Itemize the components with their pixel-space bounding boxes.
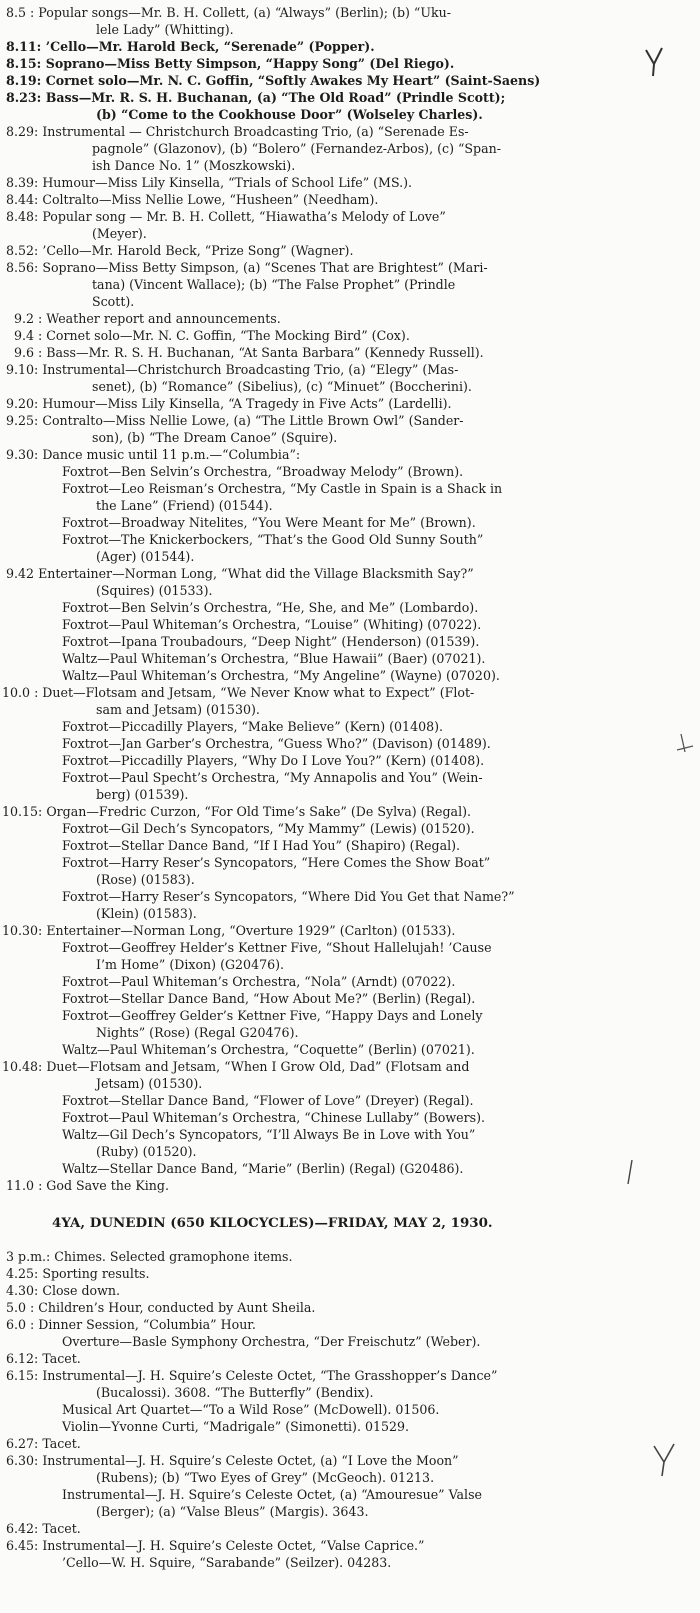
program-text: Tacet.	[42, 1436, 81, 1451]
time-label: 10.15:	[2, 804, 43, 819]
program-text: ish Dance No. 1” (Moszkowski).	[92, 158, 296, 173]
listing-line	[0, 242, 700, 259]
program-text: Close down.	[42, 1283, 121, 1298]
listing-line	[0, 1316, 700, 1333]
time-label: 6.12:	[6, 1351, 39, 1366]
listing-line	[0, 837, 700, 854]
listing-line	[0, 973, 700, 990]
program-text: pagnole” (Glazonov), (b) “Bolero” (Fernandez-Arbos), (c) “Span-	[92, 141, 501, 156]
program-text: (Ruby) (01520).	[96, 1144, 197, 1159]
margin-mark	[620, 1158, 640, 1192]
time-label: 9.30:	[6, 447, 39, 462]
listing-line	[0, 38, 700, 55]
program-text: Entertainer—Norman Long, “Overture 1929” (Carlton) (01533).	[46, 923, 456, 938]
time-label: 8.44:	[6, 192, 39, 207]
time-label: 4.25:	[6, 1266, 39, 1281]
time-label: 4.30:	[6, 1283, 39, 1298]
listing-line	[0, 514, 700, 531]
listing-line	[0, 1435, 700, 1452]
time-label: 8.52:	[6, 243, 39, 258]
listing-line	[0, 361, 700, 378]
program-text: Waltz—Paul Whiteman’s Orchestra, “Blue Hawaii” (Baer) (07021).	[62, 651, 486, 666]
program-text: senet), (b) “Romance” (Sibelius), (c) “Minuet” (Boccherini).	[92, 379, 472, 394]
program-text: : Cornet solo—Mr. N. C. Goffin, “The Mocking Bird” (Cox).	[38, 328, 410, 343]
listing-line	[0, 633, 700, 650]
time-label: 6.42:	[6, 1521, 39, 1536]
program-text: Duet—Flotsam and Jetsam, “When I Grow Old, Dad” (Flotsam and	[46, 1059, 470, 1074]
time-label: 3 p.m.:	[6, 1249, 51, 1264]
time-label: 6.30:	[6, 1453, 39, 1468]
program-text: Waltz—Gil Dech’s Syncopators, “I’ll Always Be in Love with You”	[62, 1127, 476, 1142]
program-text: Foxtrot—Paul Specht’s Orchestra, “My Annapolis and You” (Wein-	[62, 770, 483, 785]
listing-line	[0, 1177, 700, 1194]
program-text: lele Lady” (Whitting).	[96, 22, 234, 37]
program-text: Instrumental—Christchurch Broadcasting Trio, (a) “Elegy” (Mas-	[42, 362, 459, 377]
program-text: (Bucalossi). 3608. “The Butterfly” (Bendix).	[96, 1385, 374, 1400]
program-text: ’Cello—Mr. Harold Beck, “Serenade” (Popper).	[45, 39, 375, 54]
program-text: Instrumental—J. H. Squire’s Celeste Octet, “Valse Caprice.”	[42, 1538, 425, 1553]
listing-line	[0, 1126, 700, 1143]
time-label: 8.56:	[6, 260, 39, 275]
listing-line	[0, 803, 700, 820]
listing-line	[0, 956, 700, 973]
time-label: 8.15:	[6, 56, 42, 71]
listing-line	[0, 1503, 700, 1520]
tick-mark-icon	[646, 48, 662, 76]
program-text: Foxtrot—Piccadilly Players, “Why Do I Love You?” (Kern) (01408).	[62, 753, 485, 768]
listing-line	[0, 1418, 700, 1435]
program-text: Foxtrot—Ben Selvin’s Orchestra, “Broadway Melody” (Brown).	[62, 464, 464, 479]
program-text: Waltz—Paul Whiteman’s Orchestra, “My Angeline” (Wayne) (07020).	[62, 668, 500, 683]
program-text: Humour—Miss Lily Kinsella, “Trials of School Life” (MS.).	[42, 175, 413, 190]
listing-line	[0, 446, 700, 463]
listing-line	[0, 1041, 700, 1058]
listing-line	[0, 1350, 700, 1367]
listing-line	[0, 701, 700, 718]
listing-line	[0, 667, 700, 684]
listing-line	[0, 1367, 700, 1384]
listing-line	[0, 650, 700, 667]
time-label: 8.48:	[6, 209, 39, 224]
program-text: Foxtrot—Paul Whiteman’s Orchestra, “Nola” (Arndt) (07022).	[62, 974, 456, 989]
listing-line	[0, 990, 700, 1007]
listing-line	[0, 1024, 700, 1041]
listing-line	[0, 72, 700, 89]
program-text: Soprano—Miss Betty Simpson, (a) “Scenes That are Brightest” (Mari-	[42, 260, 488, 275]
listing-line	[0, 735, 700, 752]
program-text: ’Cello—W. H. Squire, “Sarabande” (Seilzer). 04283.	[62, 1555, 392, 1570]
time-label: 9.42	[6, 566, 35, 581]
program-text: Foxtrot—Stellar Dance Band, “Flower of Love” (Dreyer) (Regal).	[62, 1093, 474, 1108]
time-label: 10.0	[2, 685, 31, 700]
time-label: 5.0	[6, 1300, 27, 1315]
time-label: 6.15:	[6, 1368, 39, 1383]
listing-line	[0, 1265, 700, 1282]
listing-line	[0, 1469, 700, 1486]
program-text: I’m Home” (Dixon) (G20476).	[96, 957, 285, 972]
program-text: (Rose) (01583).	[96, 872, 195, 887]
listing-line	[0, 293, 700, 310]
program-text: : Weather report and announcements.	[38, 311, 281, 326]
program-text: Foxtrot—Piccadilly Players, “Make Believe” (Kern) (01408).	[62, 719, 444, 734]
listing-line	[0, 310, 700, 327]
program-text: Foxtrot—Geoffrey Gelder’s Kettner Five, “Happy Days and Lonely	[62, 1008, 483, 1023]
listing-line	[0, 140, 700, 157]
pencil-mark-icon	[677, 734, 693, 752]
program-text: son), (b) “The Dream Canoe” (Squire).	[92, 430, 338, 445]
program-text: (Rubens); (b) “Two Eyes of Grey” (McGeoch). 01213.	[96, 1470, 435, 1485]
listing-line	[0, 497, 700, 514]
listing-line	[0, 1282, 700, 1299]
program-text: : Duet—Flotsam and Jetsam, “We Never Know what to Expect” (Flot-	[34, 685, 475, 700]
program-text: berg) (01539).	[96, 787, 189, 802]
listing-line	[0, 939, 700, 956]
listing-line	[0, 55, 700, 72]
listing-line	[0, 1333, 700, 1350]
listing-line	[0, 922, 700, 939]
program-text: Soprano—Miss Betty Simpson, “Happy Song” (Del Riego).	[45, 56, 455, 71]
program-text: Overture—Basle Symphony Orchestra, “Der Freischutz” (Weber).	[62, 1334, 481, 1349]
listing-line	[0, 480, 700, 497]
program-text: Chimes. Selected gramophone items.	[54, 1249, 293, 1264]
listing-line	[0, 344, 700, 361]
listing-line	[0, 1554, 700, 1571]
listing-line	[0, 191, 700, 208]
program-text: Foxtrot—Broadway Nitelites, “You Were Meant for Me” (Brown).	[62, 515, 476, 530]
listing-line	[0, 565, 700, 582]
listing-line	[0, 888, 700, 905]
program-text: Foxtrot—Ben Selvin’s Orchestra, “He, She, and Me” (Lombardo).	[62, 600, 479, 615]
program-text: Tacet.	[42, 1521, 81, 1536]
margin-mark	[675, 730, 697, 770]
listing-line	[0, 123, 700, 140]
tick-mark-icon	[654, 1444, 674, 1476]
program-text: (Squires) (01533).	[96, 583, 213, 598]
margin-mark	[640, 40, 670, 80]
listing-line	[0, 276, 700, 293]
time-label: 9.25:	[6, 413, 39, 428]
listing-line	[0, 259, 700, 276]
program-text: sam and Jetsam) (01530).	[96, 702, 260, 717]
listing-line	[0, 1007, 700, 1024]
program-text: tana) (Vincent Wallace); (b) “The False Prophet” (Prindle	[92, 277, 456, 292]
station-heading: 4YA, DUNEDIN (650 KILOCYCLES)—FRIDAY, MAY 2, 1930.	[52, 1215, 493, 1231]
program-text: Instrumental — Christchurch Broadcasting Trio, (a) “Serenade Es-	[42, 124, 469, 139]
time-label: 8.29:	[6, 124, 39, 139]
program-text: (Klein) (01583).	[96, 906, 197, 921]
program-text: (b) “Come to the Cookhouse Door” (Wolseley Charles).	[96, 107, 483, 122]
listing-line	[0, 1075, 700, 1092]
program-text: Contralto—Miss Nellie Lowe, (a) “The Little Brown Owl” (Sander-	[42, 413, 464, 428]
listing-line	[0, 21, 700, 38]
time-label: 9.10:	[6, 362, 39, 377]
program-text: Organ—Fredric Curzon, “For Old Time’s Sake” (De Sylva) (Regal).	[46, 804, 472, 819]
listing-line	[0, 752, 700, 769]
program-text: Violin—Yvonne Curti, “Madrigale” (Simonetti). 01529.	[62, 1419, 410, 1434]
listing-line	[0, 225, 700, 242]
listing-line	[0, 174, 700, 191]
listing-line	[0, 769, 700, 786]
listing-line	[0, 718, 700, 735]
time-label: 9.4	[14, 328, 35, 343]
program-text: Coltralto—Miss Nellie Lowe, “Husheen” (Needham).	[42, 192, 379, 207]
program-text: Waltz—Stellar Dance Band, “Marie” (Berlin) (Regal) (G20486).	[62, 1161, 464, 1176]
listing-line	[0, 548, 700, 565]
time-label: 6.27:	[6, 1436, 39, 1451]
time-label: 6.45:	[6, 1538, 39, 1553]
time-label: 11.0	[6, 1178, 35, 1193]
program-text: Jetsam) (01530).	[96, 1076, 203, 1091]
program-text: Foxtrot—Gil Dech’s Syncopators, “My Mammy” (Lewis) (01520).	[62, 821, 475, 836]
listing-line	[0, 4, 700, 21]
program-text: Foxtrot—Jan Garber’s Orchestra, “Guess Who?” (Davison) (01489).	[62, 736, 491, 751]
pencil-mark-icon	[628, 1160, 632, 1184]
program-text: Instrumental—J. H. Squire’s Celeste Octet, (a) “Amouresue” Valse	[62, 1487, 482, 1502]
listing-line	[0, 786, 700, 803]
listing-line	[0, 412, 700, 429]
time-label: 10.48:	[2, 1059, 43, 1074]
program-text: (Ager) (01544).	[96, 549, 195, 564]
listing-line	[0, 1452, 700, 1469]
program-text: Foxtrot—Geoffrey Helder’s Kettner Five, “Shout Hallelujah! ’Cause	[62, 940, 492, 955]
listing-line	[0, 89, 700, 106]
listing-line	[0, 208, 700, 225]
time-label: 8.39:	[6, 175, 39, 190]
time-label: 9.20:	[6, 396, 39, 411]
listing-line	[0, 871, 700, 888]
program-text: Scott).	[92, 294, 135, 309]
time-label: 9.2	[14, 311, 35, 326]
program-text: Musical Art Quartet—“To a Wild Rose” (McDowell). 01506.	[62, 1402, 440, 1417]
listing-line	[0, 854, 700, 871]
program-text: Foxtrot—Ipana Troubadours, “Deep Night” (Henderson) (01539).	[62, 634, 480, 649]
listing-line	[0, 429, 700, 446]
margin-mark	[650, 1440, 680, 1480]
listing-line	[0, 582, 700, 599]
listing-line	[0, 378, 700, 395]
program-text: Foxtrot—Harry Reser’s Syncopators, “Where Did You Get that Name?”	[62, 889, 515, 904]
program-text: the Lane” (Friend) (01544).	[96, 498, 273, 513]
time-label: 9.6	[14, 345, 35, 360]
listing-line	[0, 1160, 700, 1177]
time-label: 8.19:	[6, 73, 42, 88]
listing-line	[0, 1486, 700, 1503]
listing-line	[0, 327, 700, 344]
program-text: : Dinner Session, “Columbia” Hour.	[30, 1317, 256, 1332]
program-text: Instrumental—J. H. Squire’s Celeste Octet, “The Grasshopper’s Dance”	[42, 1368, 498, 1383]
listing-line	[0, 820, 700, 837]
program-text: Popular song — Mr. B. H. Collett, “Hiawatha’s Melody of Love”	[42, 209, 446, 224]
program-text: Sporting results.	[42, 1266, 150, 1281]
program-text: Nights” (Rose) (Regal G20476).	[96, 1025, 299, 1040]
program-text: Foxtrot—Stellar Dance Band, “If I Had You” (Shapiro) (Regal).	[62, 838, 461, 853]
program-text: Waltz—Paul Whiteman’s Orchestra, “Coquette” (Berlin) (07021).	[62, 1042, 475, 1057]
program-text: Foxtrot—Leo Reisman’s Orchestra, “My Castle in Spain is a Shack in	[62, 481, 503, 496]
listing-line	[0, 1058, 700, 1075]
listing-line	[0, 395, 700, 412]
program-text: Instrumental—J. H. Squire’s Celeste Octet, (a) “I Love the Moon”	[42, 1453, 459, 1468]
listing-line	[0, 1384, 700, 1401]
listing-line	[0, 1248, 700, 1265]
listing-line	[0, 531, 700, 548]
listing-line	[0, 1109, 700, 1126]
time-label: 8.11:	[6, 39, 42, 54]
program-text: Foxtrot—Harry Reser’s Syncopators, “Here Comes the Show Boat”	[62, 855, 491, 870]
program-text: Humour—Miss Lily Kinsella, “A Tragedy in Five Acts” (Lardelli).	[42, 396, 452, 411]
program-text: (Meyer).	[92, 226, 147, 241]
listing-line	[0, 1092, 700, 1109]
program-text: Entertainer—Norman Long, “What did the Village Blacksmith Say?”	[38, 566, 474, 581]
program-text: : Bass—Mr. R. S. H. Buchanan, “At Santa Barbara” (Kennedy Russell).	[38, 345, 484, 360]
listing-line	[0, 599, 700, 616]
time-label: 10.30:	[2, 923, 43, 938]
listing-line	[0, 1537, 700, 1554]
program-text: Tacet.	[42, 1351, 81, 1366]
listing-line	[0, 684, 700, 701]
listing-line	[0, 463, 700, 480]
program-text: Foxtrot—Stellar Dance Band, “How About Me?” (Berlin) (Regal).	[62, 991, 476, 1006]
program-text: (Berger); (a) “Valse Bleus” (Margis). 3643.	[96, 1504, 369, 1519]
listing-line	[0, 905, 700, 922]
program-text: : Children’s Hour, conducted by Aunt Sheila.	[30, 1300, 316, 1315]
program-text: Bass—Mr. R. S. H. Buchanan, (a) “The Old Road” (Prindle Scott);	[45, 90, 506, 105]
program-text: : Popular songs—Mr. B. H. Collett, (a) “Always” (Berlin); (b) “Uku-	[30, 5, 451, 20]
listing-line	[0, 616, 700, 633]
program-text: ’Cello—Mr. Harold Beck, “Prize Song” (Wagner).	[42, 243, 354, 258]
program-text: Dance music until 11 p.m.—“Columbia”:	[42, 447, 301, 462]
program-text: Foxtrot—Paul Whiteman’s Orchestra, “Chinese Lullaby” (Bowers).	[62, 1110, 485, 1125]
program-text: Foxtrot—Paul Whiteman’s Orchestra, “Louise” (Whiting) (07022).	[62, 617, 482, 632]
time-label: 8.5	[6, 5, 27, 20]
listing-line	[0, 157, 700, 174]
listing-line	[0, 1520, 700, 1537]
program-text: Cornet solo—Mr. N. C. Goffin, “Softly Awakes My Heart” (Saint-Saens)	[45, 73, 541, 88]
program-text: Foxtrot—The Knickerbockers, “That’s the Good Old Sunny South”	[62, 532, 484, 547]
time-label: 8.23:	[6, 90, 42, 105]
program-text: : God Save the King.	[38, 1178, 169, 1193]
section-heading	[0, 1215, 700, 1232]
listing-line	[0, 1143, 700, 1160]
listing-line	[0, 1401, 700, 1418]
listing-line	[0, 1299, 700, 1316]
time-label: 6.0	[6, 1317, 27, 1332]
listing-line	[0, 106, 700, 123]
